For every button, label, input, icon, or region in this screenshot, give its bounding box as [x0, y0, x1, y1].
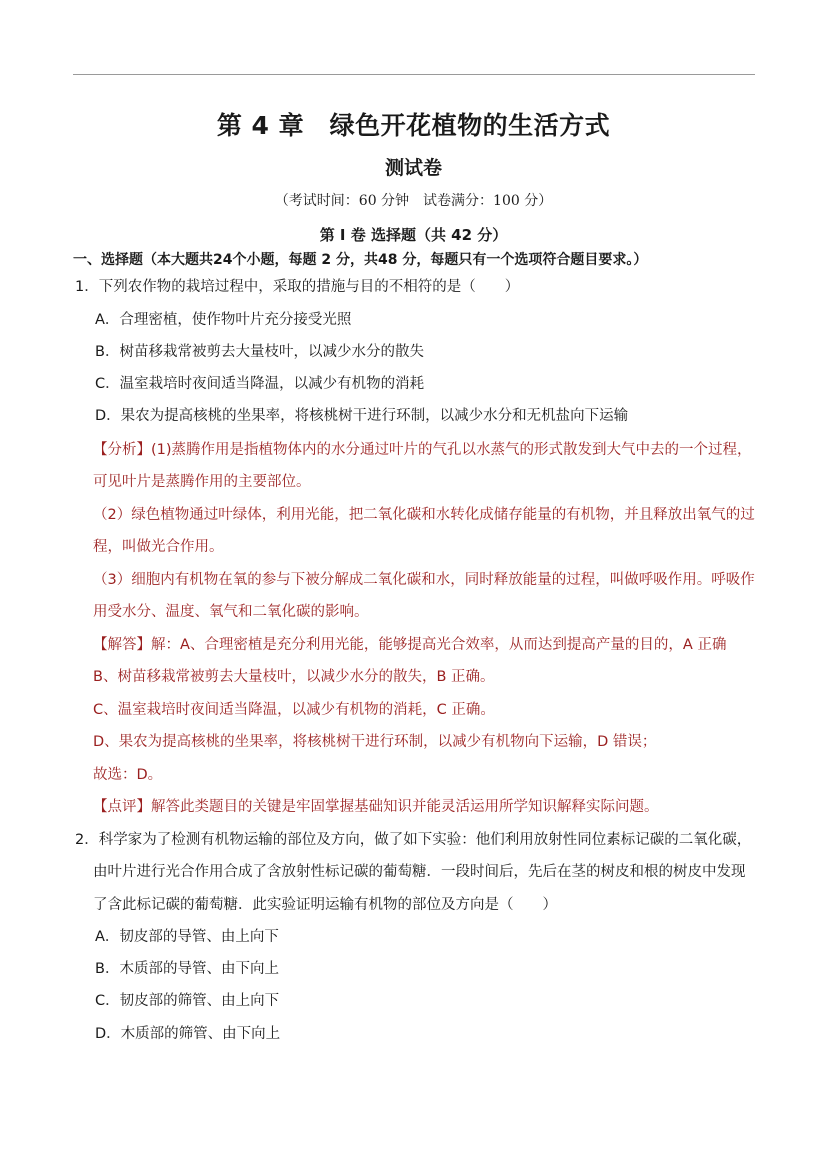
- header-rule: [73, 74, 755, 75]
- q1-option-a: A．合理密植，使作物叶片充分接受光照: [95, 312, 352, 328]
- page-subtitle: 测试卷: [384, 157, 442, 179]
- q1-answer-choice: 故选：D。: [93, 767, 163, 783]
- q1-analysis-line: 可见叶片是蒸腾作用的主要部位。: [93, 474, 311, 490]
- q1-option-d: D．果农为提高核桃的坐果率，将核桃树干进行环制，以减少水分和无机盐向下运输: [95, 408, 629, 424]
- q1-answer-line: D、果农为提高核桃的坐果率，将核桃树干进行环制，以减少有机物向下运输，D 错误；: [93, 734, 657, 750]
- q1-option-b: B．树苗移栽常被剪去大量枝叶，以减少水分的散失: [95, 344, 424, 360]
- q1-option-c: C．温室栽培时夜间适当降温，以减少有机物的消耗: [95, 376, 425, 392]
- part-heading: 一、选择题（本大题共24个小题，每题 2 分，共48 分，每题只有一个选项符合题目要求。）: [73, 252, 648, 268]
- section-heading: 第 I 卷 选择题（共 42 分）: [319, 226, 508, 244]
- exam-meta: （考试时间：60 分钟 试卷满分：100 分）: [274, 193, 553, 209]
- q2-stem-line: 了含此标记碳的葡萄糖．此实验证明运输有机物的部位及方向是（ ）: [93, 897, 557, 913]
- q2-option-b: B．木质部的导管、由下向上: [95, 961, 279, 977]
- q2-stem-line: 2．科学家为了检测有机物运输的部位及方向，做了如下实验：他们利用放射性同位素标记碳的二氧化碳，: [75, 832, 752, 848]
- q1-comment: 【点评】解答此类题目的关键是牢固掌握基础知识并能灵活运用所学知识解释实际问题。: [93, 799, 659, 815]
- q1-answer-line: B、树苗移栽常被剪去大量枝叶，以减少水分的散失，B 正确。: [93, 669, 495, 685]
- q1-analysis-line: （2）绿色植物通过叶绿体，利用光能，把二氧化碳和水转化成储存能量的有机物，并且释放出氧气的过: [93, 507, 755, 523]
- q1-answer-line: C、温室栽培时夜间适当降温，以减少有机物的消耗，C 正确。: [93, 702, 495, 718]
- q2-option-a: A．韧皮部的导管、由上向下: [95, 929, 279, 945]
- q2-option-d: D．木质部的筛管、由下向上: [95, 1026, 281, 1042]
- q1-analysis-line: 用受水分、温度、氧气和二氧化碳的影响。: [93, 604, 369, 620]
- q1-analysis-line: （3）细胞内有机物在氧的参与下被分解成二氧化碳和水，同时释放能量的过程，叫做呼吸作用。呼吸作: [93, 572, 755, 588]
- q1-answer-line: 【解答】解：A、合理密植是充分利用光能，能够提高光合效率，从而达到提高产量的目的，A 正确: [93, 637, 727, 653]
- q2-stem-line: 由叶片进行光合作用合成了含放射性标记碳的葡萄糖．一段时间后，先后在茎的树皮和根的树皮中发现: [93, 864, 746, 880]
- q1-analysis-line: 【分析】(1)蒸腾作用是指植物体内的水分通过叶片的气孔以水蒸气的形式散发到大气中去的一个过程，: [93, 442, 752, 458]
- q2-option-c: C．韧皮部的筛管、由上向下: [95, 993, 280, 1009]
- q1-analysis-line: 程，叫做光合作用。: [93, 539, 224, 555]
- q1-stem: 1．下列农作物的栽培过程中，采取的措施与目的不相符的是（ ）: [75, 279, 520, 295]
- page-title: 第 4 章 绿色开花植物的生活方式: [216, 111, 611, 140]
